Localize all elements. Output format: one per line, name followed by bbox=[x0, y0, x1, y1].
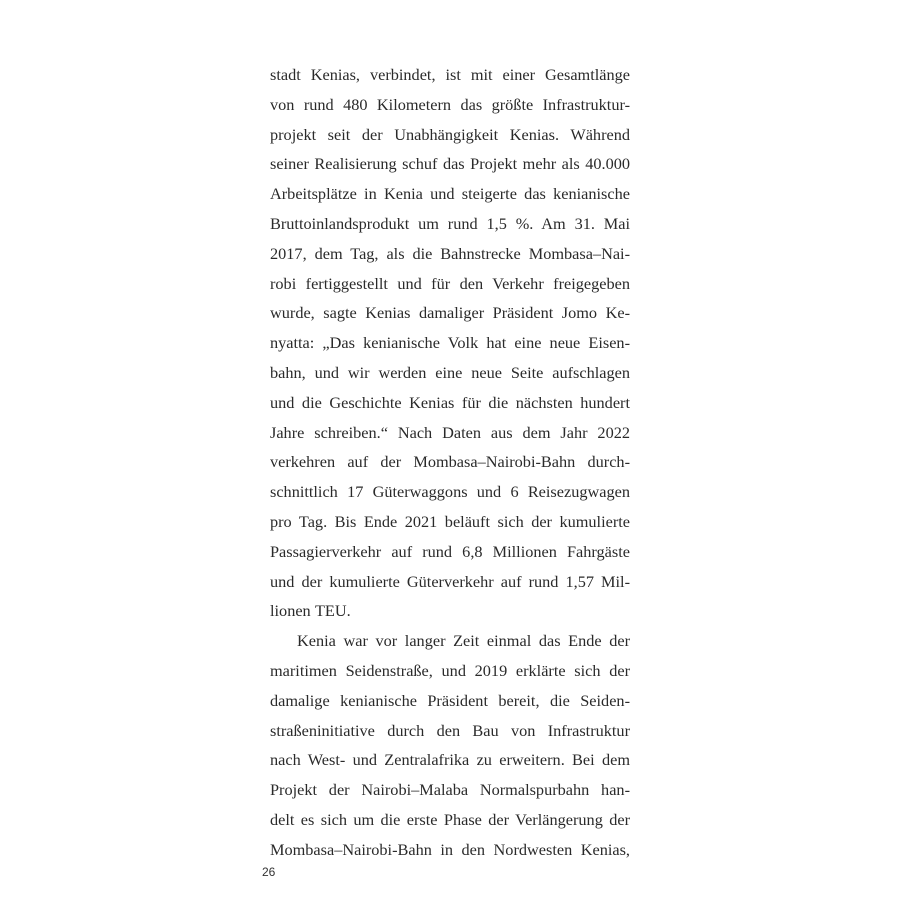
text-line: und der kumulierte Güterverkehr auf rund 1,57 Mil- bbox=[270, 571, 630, 591]
text-line: delt es sich um die erste Phase der Verlängerung der bbox=[270, 809, 630, 829]
text-line: und die Geschichte Kenias für die nächsten hundert bbox=[270, 392, 630, 412]
text-line: verkehren auf der Mombasa–Nairobi-Bahn durch- bbox=[270, 452, 630, 472]
text-line: wurde, sagte Kenias damaliger Präsident Jomo Ke- bbox=[270, 303, 630, 323]
text-line: von rund 480 Kilometern das größte Infrastruktur- bbox=[270, 94, 630, 114]
text-line: damalige kenianische Präsident bereit, die Seiden- bbox=[270, 690, 630, 710]
text-line: Bruttoinlandsprodukt um rund 1,5 %. Am 31. Mai bbox=[270, 213, 630, 233]
text-line: bahn, und wir werden eine neue Seite aufschlagen bbox=[270, 362, 630, 382]
text-line: Projekt der Nairobi–Malaba Normalspurbahn han- bbox=[270, 780, 630, 800]
text-line: straßeninitiative durch den Bau von Infrastruktur bbox=[270, 720, 630, 740]
text-line: Jahre schreiben.“ Nach Daten aus dem Jahr 2022 bbox=[270, 422, 630, 442]
text-line: 2017, dem Tag, als die Bahnstrecke Mombasa–Nai- bbox=[270, 243, 630, 263]
text-column bbox=[270, 60, 630, 865]
text-line: nach West- und Zentralafrika zu erweitern. Bei dem bbox=[270, 750, 630, 770]
text-line: lionen TEU. bbox=[270, 601, 351, 621]
text-line: Arbeitsplätze in Kenia und steigerte das kenianische bbox=[270, 184, 630, 204]
page-number: 26 bbox=[262, 865, 276, 879]
text-line: seiner Realisierung schuf das Projekt mehr als 40.000 bbox=[270, 154, 630, 174]
text-line: maritimen Seidenstraße, und 2019 erklärte sich der bbox=[270, 660, 630, 680]
text-line: Passagierverkehr auf rund 6,8 Millionen Fahrgäste bbox=[270, 541, 630, 561]
text-line: nyatta: „Das kenianische Volk hat eine neue Eisen- bbox=[270, 333, 630, 353]
text-line: robi fertiggestellt und für den Verkehr freigegeben bbox=[270, 273, 630, 293]
text-line: Mombasa–Nairobi-Bahn in den Nordwesten Kenias, bbox=[270, 839, 630, 859]
text-line: Kenia war vor langer Zeit einmal das Ende der bbox=[297, 631, 630, 651]
text-line: projekt seit der Unabhängigkeit Kenias. Während bbox=[270, 124, 630, 144]
text-line: stadt Kenias, verbindet, ist mit einer Gesamtlänge bbox=[270, 65, 630, 84]
text-line: pro Tag. Bis Ende 2021 beläuft sich der kumulierte bbox=[270, 511, 630, 531]
text-line: schnittlich 17 Güterwaggons und 6 Reisezugwagen bbox=[270, 482, 630, 502]
